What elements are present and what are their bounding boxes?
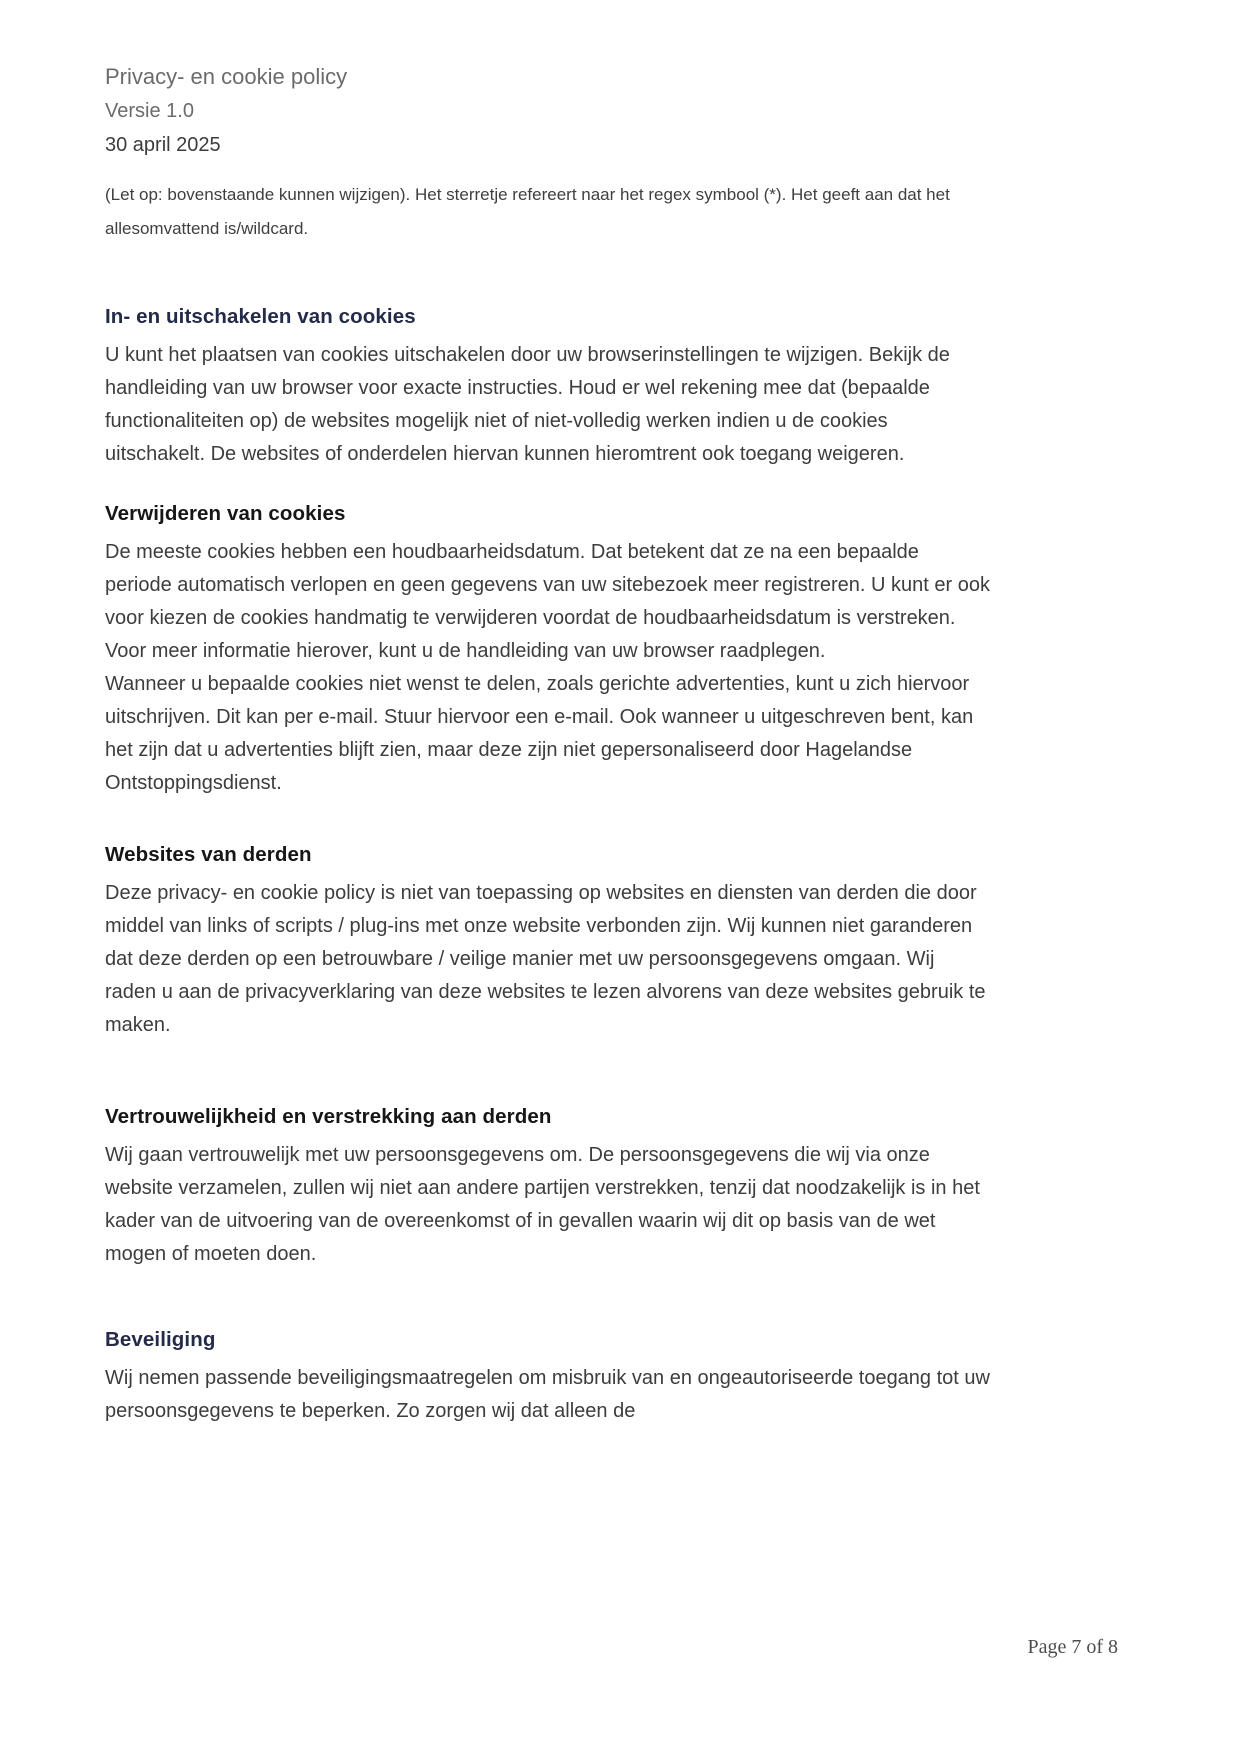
document-date: 30 april 2025 [105,134,221,156]
section-beveiliging [105,1327,1010,1428]
document-note: (Let op: bovenstaande kunnen wijzigen). Het sterretje refereert naar het regex symbool (*). Het geeft aan dat het allesomvattend is/wildcard. [105,185,950,238]
section-verwijderen-van-cookies [105,501,1010,800]
section-heading: Websites van derden [105,843,312,866]
section-heading: Verwijderen van cookies [105,502,346,525]
section-paragraph: Wanneer u bepaalde cookies niet wenst te delen, zoals gerichte advertenties, kunt u zich hiervoor uitschrijven. Dit kan per e-mail. Stuur hiervoor een e-mail. Ook wanneer u uitgeschreven bent, kan het zijn dat u advertenties blijft zien, maar deze zijn niet gepersonaliseerd door Hagelandse Ontstoppingsdienst. [105,673,974,794]
section-heading: In- en uitschakelen van cookies [105,305,416,328]
section-paragraph: Wij gaan vertrouwelijk met uw persoonsgegevens om. De persoonsgegevens die wij via onze website verzamelen, zullen wij niet aan andere partijen verstrekken, tenzij dat noodzakelijk is in het kader van de uitvoering van de overeenkomst of in gevallen waarin wij dit op basis van de wet mogen of moeten doen. [105,1144,980,1265]
section-paragraph: Deze privacy- en cookie policy is niet van toepassing op websites en diensten van derden die door middel van links of scripts / plug-ins met onze website verbonden zijn. Wij kunnen niet garanderen dat deze derden op een betrouwbare / veilige manier met uw persoonsgegevens omgaan. Wij raden u aan de privacyverklaring van deze websites te lezen alvorens van deze websites gebruik te maken. [105,882,986,1036]
section-in-en-uitschakelen-van-cookies [105,304,1010,471]
section-vertrouwelijkheid-en-verstrekking [105,1104,1010,1271]
section-paragraph: Wij nemen passende beveiligingsmaatregelen om misbruik van en ongeautoriseerde toegang tot uw persoonsgegevens te beperken. Zo zorgen wij dat alleen de [105,1367,990,1422]
section-paragraph: U kunt het plaatsen van cookies uitschakelen door uw browserinstellingen te wijzigen. Bekijk de handleiding van uw browser voor exacte instructies. Houd er wel rekening mee dat (bepaalde functionaliteiten op) de websites mogelijk niet of niet-volledig werken indien u de cookies uitschakelt. De websites of onderdelen hiervan kunnen hieromtrent ook toegang weigeren. [105,344,950,465]
document-content [105,64,1010,1428]
document-title: Privacy- en cookie policy [105,64,348,89]
section-heading: Vertrouwelijkheid en verstrekking aan derden [105,1105,552,1128]
section-heading: Beveiliging [105,1328,216,1351]
document-version: Versie 1.0 [105,100,194,122]
section-paragraph: De meeste cookies hebben een houdbaarheidsdatum. Dat betekent dat ze na een bepaalde periode automatisch verlopen en geen gegevens van uw sitebezoek meer registreren. U kunt er ook voor kiezen de cookies handmatig te verwijderen voordat de houdbaarheidsdatum is verstreken. Voor meer informatie hierover, kunt u de handleiding van uw browser raadplegen. [105,541,990,662]
section-websites-van-derden [105,842,1010,1042]
page-number-label: Page 7 of 8 [1027,1636,1118,1658]
